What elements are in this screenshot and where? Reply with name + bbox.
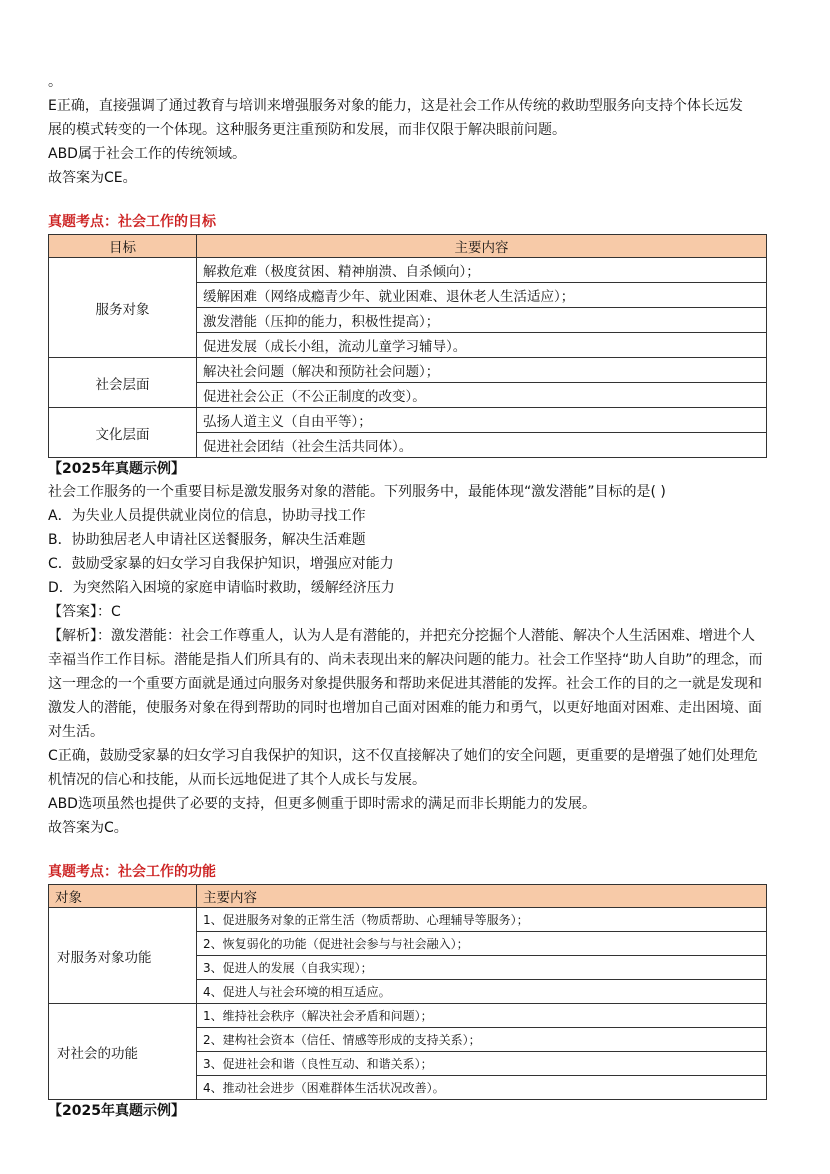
analysis-abd: ABD选项虽然也提供了必要的支持，但更多侧重于即时需求的满足而非长期能力的发展。: [48, 796, 596, 812]
answer-text: 【答案】：C: [48, 604, 121, 620]
goals-item: 激发潜能（压抑的能力，积极性提高）；: [197, 308, 767, 333]
table-row: [49, 1004, 767, 1028]
functions-col-header-content: 主要内容: [197, 885, 767, 908]
question-text: 社会工作服务的一个重要目标是激发服务对象的潜能。下列服务中，最能体现“激发潜能”目标的是( ): [48, 484, 666, 500]
option-a: A．为失业人员提供就业岗位的信息，协助寻找工作: [48, 508, 366, 524]
intro-dot: 。: [48, 74, 62, 90]
analysis-c: C正确，鼓励受家暴的妇女学习自我保护的知识，这不仅直接解决了她们的安全问题，更重要的是增强了她们处理危机情况的信心和技能，从而长远地促进了其个人成长与发展。: [48, 748, 758, 788]
goals-item: 促进发展（成长小组，流动儿童学习辅导）。: [197, 333, 767, 358]
goals-table: [48, 234, 767, 458]
example-tag-2: 【2025年真题示例】: [48, 1103, 185, 1119]
functions-col-header-object: 对象: [49, 885, 197, 908]
functions-item: 2、恢复弱化的功能（促进社会参与与社会融入）；: [197, 932, 767, 956]
table-row: [49, 258, 767, 283]
functions-group-label: 对社会的功能: [49, 1004, 197, 1100]
table-row: [49, 358, 767, 383]
intro-line-3: ABD属于社会工作的传统领域。: [48, 146, 246, 162]
document-page: [48, 70, 766, 1122]
functions-item: 1、维持社会秩序（解决社会矛盾和问题）；: [197, 1004, 767, 1028]
functions-item: 3、促进社会和谐（良性互动、和谐关系）；: [197, 1052, 767, 1076]
intro-line-2: 展的模式转变的一个体现。这种服务更注重预防和发展，而非仅限于解决眼前问题。: [48, 122, 566, 138]
intro-line-1: E正确，直接强调了通过教育与培训来增强服务对象的能力，这是社会工作从传统的救助型服务向支持个体长远发: [48, 98, 743, 114]
section-title-functions: 真题考点：社会工作的功能: [48, 864, 216, 880]
table-row: [49, 408, 767, 433]
functions-item: 4、促进人与社会环境的相互适应。: [197, 980, 767, 1004]
functions-group-label: 对服务对象功能: [49, 908, 197, 1004]
intro-line-4: 故答案为CE。: [48, 170, 137, 186]
functions-item: 2、建构社会资本（信任、情感等形成的支持关系）；: [197, 1028, 767, 1052]
goals-item: 促进社会团结（社会生活共同体）。: [197, 433, 767, 458]
conclusion-text: 故答案为C。: [48, 820, 128, 836]
goals-group-label: 文化层面: [49, 408, 197, 458]
table-row: [49, 908, 767, 932]
functions-table-header: [49, 885, 767, 908]
functions-item: 4、推动社会进步（困难群体生活状况改善）。: [197, 1076, 767, 1100]
goals-item: 缓解困难（网络成瘾青少年、就业困难、退休老人生活适应）；: [197, 283, 767, 308]
goals-item: 弘扬人道主义（自由平等）；: [197, 408, 767, 433]
option-d: D．为突然陷入困境的家庭申请临时救助，缓解经济压力: [48, 580, 395, 596]
goals-group-label: 服务对象: [49, 258, 197, 358]
option-b: B．协助独居老人申请社区送餐服务，解决生活难题: [48, 532, 366, 548]
analysis-text: 【解析】：激发潜能：社会工作尊重人，认为人是有潜能的，并把充分挖掘个人潜能、解决个人生活困难、增进个人幸福当作工作目标。潜能是指人们所具有的、尚未表现出来的解决问题的能力。社会工作坚持“助人自助”的理念，而这一理念的一个重要方面就是通过向服务对象提供服务和帮助来促进其潜能的发挥。社会工作的目的之一就是发现和激发人的潜能，使服务对象在得到帮助的同时也增加自己面对困难的能力和勇气，以更好地面对困难、走出困境、面对生活。: [48, 628, 763, 740]
functions-item: 3、促进人的发展（自我实现）；: [197, 956, 767, 980]
functions-item: 1、促进服务对象的正常生活（物质帮助、心理辅导等服务）；: [197, 908, 767, 932]
goals-item: 促进社会公正（不公正制度的改变）。: [197, 383, 767, 408]
section-title-goals: 真题考点：社会工作的目标: [48, 214, 216, 230]
goals-col-header-target: 目标: [49, 235, 197, 258]
option-c: C．鼓励受家暴的妇女学习自我保护知识，增强应对能力: [48, 556, 394, 572]
goals-item: 解救危难（极度贫困、精神崩溃、自杀倾向）；: [197, 258, 767, 283]
goals-col-header-content: 主要内容: [197, 235, 767, 258]
goals-table-header: [49, 235, 767, 258]
example-tag: 【2025年真题示例】: [48, 461, 185, 477]
functions-table: [48, 884, 767, 1100]
goals-group-label: 社会层面: [49, 358, 197, 408]
goals-item: 解决社会问题（解决和预防社会问题）；: [197, 358, 767, 383]
